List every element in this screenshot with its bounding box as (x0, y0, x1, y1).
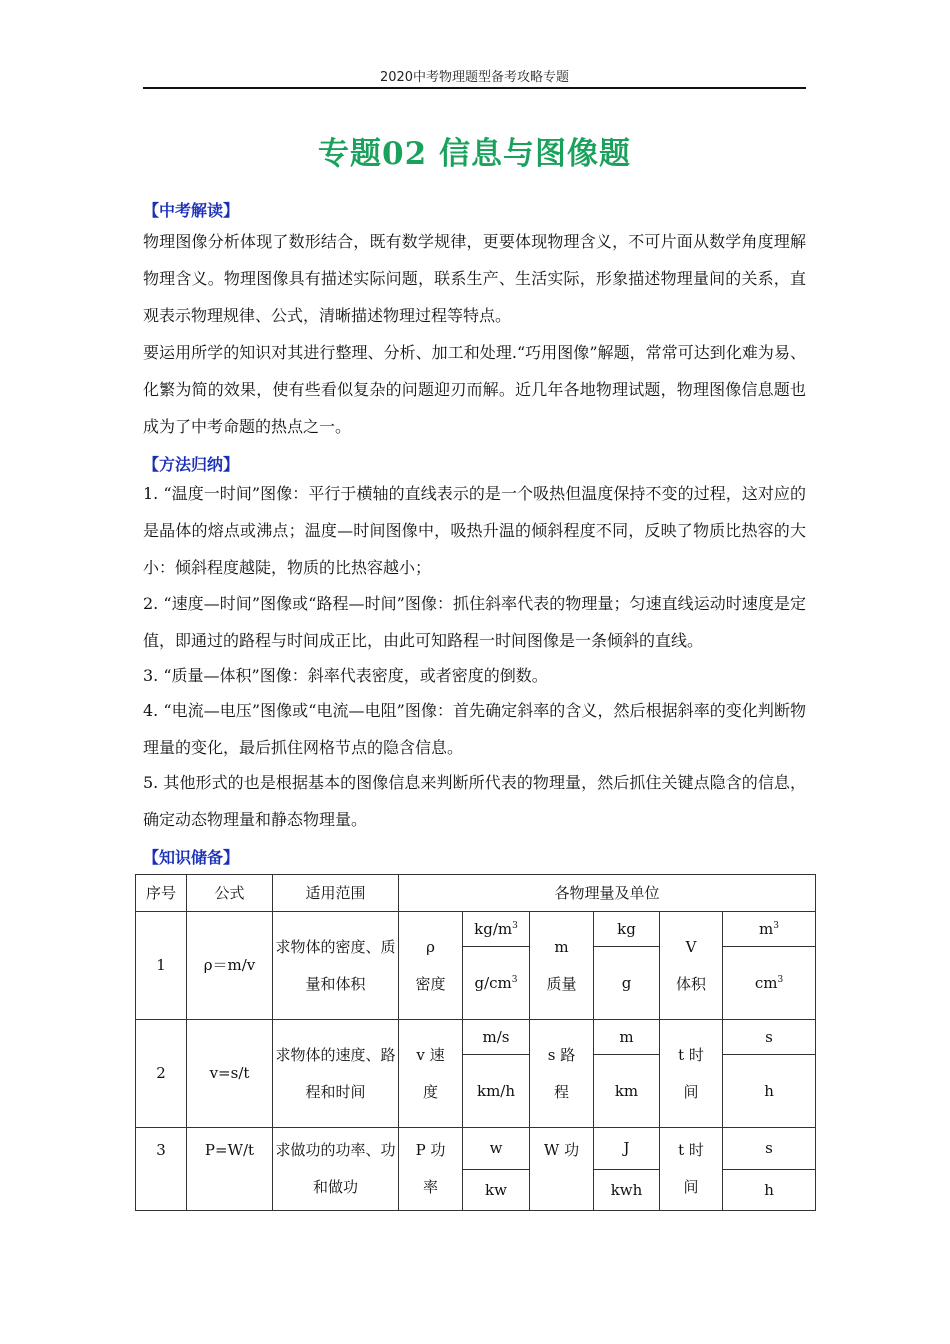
unit-cell: h (723, 1169, 816, 1211)
quantity-name: 间 (683, 1178, 699, 1196)
header-no: 序号 (136, 875, 187, 912)
section-title-method: 【方法归纳】 (143, 455, 240, 474)
unit-exponent: 3 (777, 974, 784, 985)
row-formula: ρ＝m/v (187, 912, 273, 1020)
quantity-name: 体积 (675, 974, 706, 993)
method-item-2: 2. “速度—时间”图像或“路程—时间”图像：抓住斜率代表的物理量；匀速直线运动时速度是定值，即通过的路程与时间成正比，由此可知路程一时间图像是一条倾斜的直线。 (143, 594, 806, 650)
header-formula: 公式 (187, 875, 273, 912)
quantity-symbol: W 功 (543, 1141, 580, 1159)
unit-cell (463, 947, 530, 1020)
header-quantities: 各物理量及单位 (399, 875, 816, 912)
quantity-cell (399, 1020, 463, 1128)
row-formula: P=W/t (187, 1128, 273, 1211)
unit-cell: s (723, 1128, 816, 1170)
quantity-cell (530, 912, 594, 1020)
quantity-cell (399, 912, 463, 1020)
quantity-name: 率 (422, 1178, 438, 1196)
unit-text: g/cm (474, 973, 512, 992)
method-item-1: 1. “温度一时间”图像：平行于横轴的直线表示的是一个吸热但温度保持不变的过程，这对应的是晶体的熔点或沸点；温度—时间图像中，吸热升温的倾斜程度不同，反映了物质比热容的大小：倾斜程度越陡，物质的比热容越小； (143, 484, 806, 577)
unit-cell: h (723, 1055, 816, 1128)
quantity-cell (530, 1128, 594, 1211)
page-header: 2020中考物理题型备考攻略专题 (379, 70, 570, 85)
unit-text: cm (754, 973, 778, 992)
quantity-symbol: m (554, 937, 569, 956)
quantity-name: 密度 (415, 974, 446, 993)
knowledge-table (135, 874, 816, 1211)
header-rule (143, 87, 806, 89)
row-scope: 求物体的速度、路程和时间 (273, 1020, 399, 1128)
unit-text: m (759, 920, 774, 938)
unit-cell: w (463, 1128, 530, 1170)
unit-cell: kw (463, 1169, 530, 1211)
quantity-symbol: t 时 (678, 1045, 704, 1064)
row-scope: 求物体的密度、质量和体积 (273, 912, 399, 1020)
quantity-symbol: t 时 (678, 1141, 704, 1159)
unit-cell: m (594, 1020, 660, 1055)
row-no: 3 (136, 1128, 187, 1211)
table-row (136, 912, 816, 947)
quantity-symbol: ρ (426, 937, 435, 956)
unit-cell: kwh (594, 1169, 660, 1211)
unit-cell: J (594, 1128, 660, 1170)
quantity-name: 程 (553, 1082, 569, 1101)
quantity-cell (660, 1020, 723, 1128)
header-scope: 适用范围 (273, 875, 399, 912)
quantity-cell (530, 1020, 594, 1128)
quantity-cell (399, 1128, 463, 1211)
table-row (136, 1020, 816, 1055)
unit-cell (723, 912, 816, 947)
method-item-3: 3. “质量—体积”图像：斜率代表密度，或者密度的倒数。 (143, 666, 548, 685)
quantity-symbol: v 速 (416, 1045, 445, 1064)
unit-cell (723, 947, 816, 1020)
row-no: 1 (136, 912, 187, 1020)
unit-exponent: 3 (773, 921, 779, 931)
unit-cell: km/h (463, 1055, 530, 1128)
method-item-4: 4. “电流—电压”图像或“电流—电阻”图像：首先确定斜率的含义，然后根据斜率的变化判断物理量的变化，最后抓住网格节点的隐含信息。 (143, 701, 806, 757)
quantity-cell (660, 1128, 723, 1211)
unit-exponent: 3 (511, 974, 518, 985)
row-scope: 求做功的功率、功和做功 (273, 1128, 399, 1211)
method-item-5: 5. 其他形式的也是根据基本的图像信息来判断所代表的物理量，然后抓住关键点隐含的信息，确定动态物理量和静态物理量。 (143, 773, 806, 829)
unit-cell: m/s (463, 1020, 530, 1055)
unit-cell (463, 912, 530, 947)
quantity-symbol: V (685, 937, 697, 956)
reading-paragraph-2: 要运用所学的知识对其进行整理、分析、加工和处理.“巧用图像”解题，常常可达到化难为易、化繁为简的效果，使有些看似复杂的问题迎刃而解。近几年各地物理试题，物理图像信息题也成为了中考命题的热点之一。 (143, 343, 806, 436)
section-title-reading: 【中考解读】 (143, 201, 240, 220)
page-title: 专题02 信息与图像题 (318, 136, 631, 172)
quantity-name: 间 (683, 1082, 699, 1101)
reading-paragraph-1: 物理图像分析体现了数形结合，既有数学规律，更要体现物理含义，不可片面从数学角度理解物理含义。物理图像具有描述实际问题，联系生产、生活实际，形象描述物理量间的关系，直观表示物理规律、公式，清晰描述物理过程等特点。 (143, 232, 806, 325)
quantity-symbol: P 功 (415, 1141, 446, 1159)
row-formula: v=s/t (187, 1020, 273, 1128)
table-header-row (136, 875, 816, 912)
quantity-cell (660, 912, 723, 1020)
row-no: 2 (136, 1020, 187, 1128)
unit-exponent: 3 (512, 921, 518, 931)
unit-cell: s (723, 1020, 816, 1055)
quantity-name: 度 (422, 1082, 438, 1101)
unit-cell: kg (594, 912, 660, 947)
unit-cell: km (594, 1055, 660, 1128)
section-title-knowledge: 【知识储备】 (143, 848, 240, 867)
table-row (136, 1128, 816, 1170)
quantity-name: 质量 (546, 974, 577, 993)
quantity-symbol: s 路 (547, 1045, 576, 1064)
unit-text: kg/m (474, 920, 513, 938)
unit-cell: g (594, 947, 660, 1020)
